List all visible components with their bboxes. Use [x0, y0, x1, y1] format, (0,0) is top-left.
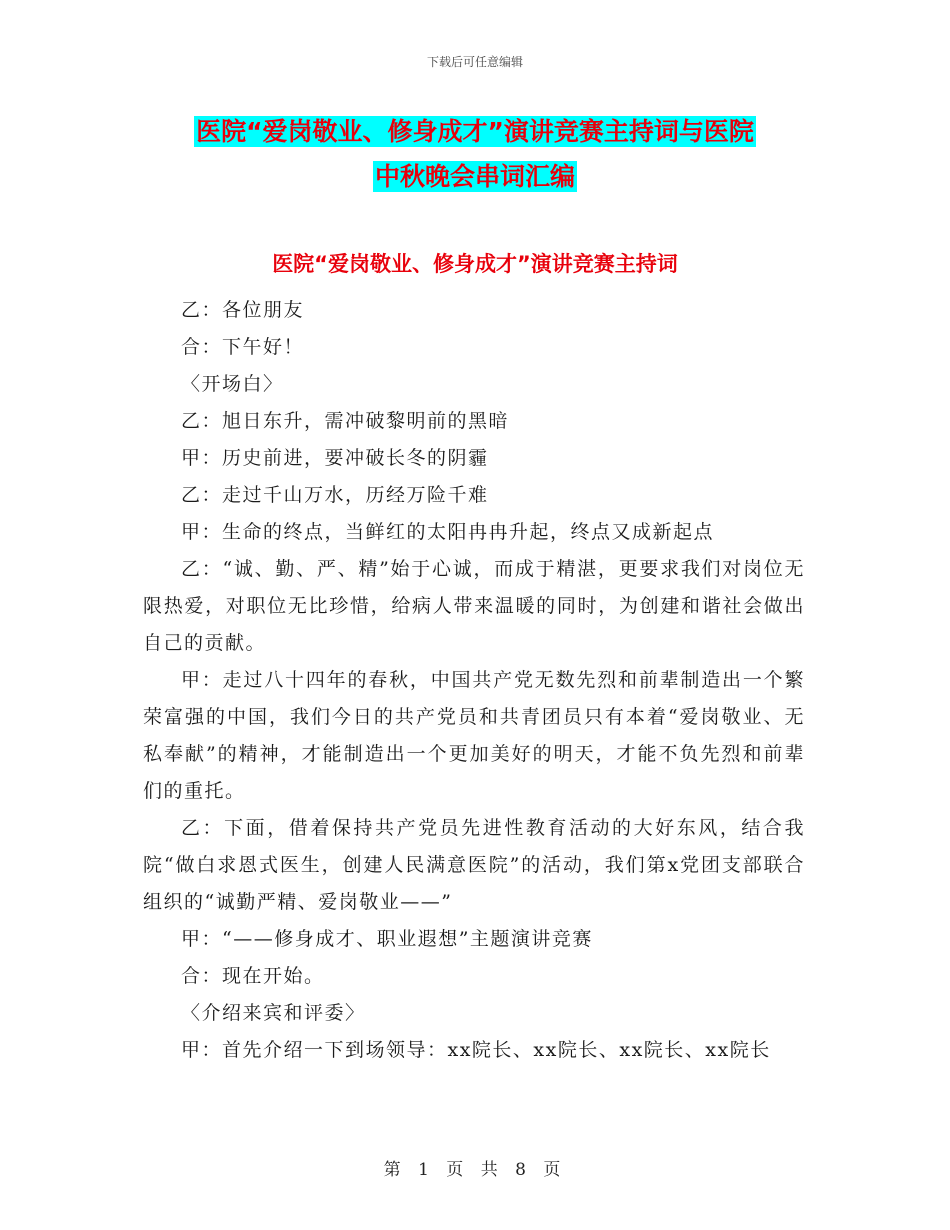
paragraph: 甲：首先介绍一下到场领导：xx院长、xx院长、xx院长、xx院长 [181, 1039, 771, 1061]
paragraph: 〈开场白〉 [181, 373, 284, 395]
document-title-line-1 [0, 112, 950, 148]
title-line-1-text: 医院“爱岗敬业、修身成才”演讲竞赛主持词与医院 [196, 117, 754, 146]
section-subtitle: 医院“爱岗敬业、修身成才”演讲竞赛主持词 [272, 252, 678, 276]
title-line-2-text: 中秋晚会串词汇编 [374, 162, 575, 191]
document-title-line-2 [0, 157, 950, 193]
paragraph: 〈介绍来宾和评委〉 [181, 1002, 366, 1024]
paragraph: 乙：各位朋友 [181, 299, 305, 321]
paragraph: 合：现在开始。 [181, 965, 325, 987]
paragraph: 乙：走过千山万水，历经万险千难 [181, 484, 489, 506]
paragraph: 乙：下面，借着保持共产党员先进性教育活动的大好东风，结合我院“做白求恩式医生，创建人民满意医院”的活动，我们第x党团支部联合组织的“诚勤严精、爱岗敬业——” [143, 817, 805, 913]
paragraph: 甲：“——修身成才、职业遐想”主题演讲竞赛 [181, 928, 593, 950]
header-note: 下载后可任意编辑 [426, 55, 523, 69]
paragraph: 甲：生命的终点，当鲜红的太阳冉冉升起，终点又成新起点 [181, 521, 715, 543]
paragraph: 甲：历史前进，要冲破长冬的阴霾 [181, 447, 489, 469]
paragraph: 甲：走过八十四年的春秋，中国共产党无数先烈和前辈制造出一个繁荣富强的中国，我们今日的共产党员和共青团员只有本着“爱岗敬业、无私奉献”的精神，才能制造出一个更加美好的明天，才能不负先烈和前辈们的重托。 [143, 669, 805, 802]
paragraph: 合：下午好！ [181, 336, 305, 358]
document-body [143, 292, 805, 1069]
paragraph: 乙：旭日东升，需冲破黎明前的黑暗 [181, 410, 510, 432]
paragraph: 乙：“诚、勤、严、精”始于心诚，而成于精湛，更要求我们对岗位无限热爱，对职位无比珍惜，给病人带来温暖的同时，为创建和谐社会做出自己的贡献。 [143, 558, 805, 654]
page-footer: 第 1 页 共 8 页 [383, 1160, 567, 1180]
